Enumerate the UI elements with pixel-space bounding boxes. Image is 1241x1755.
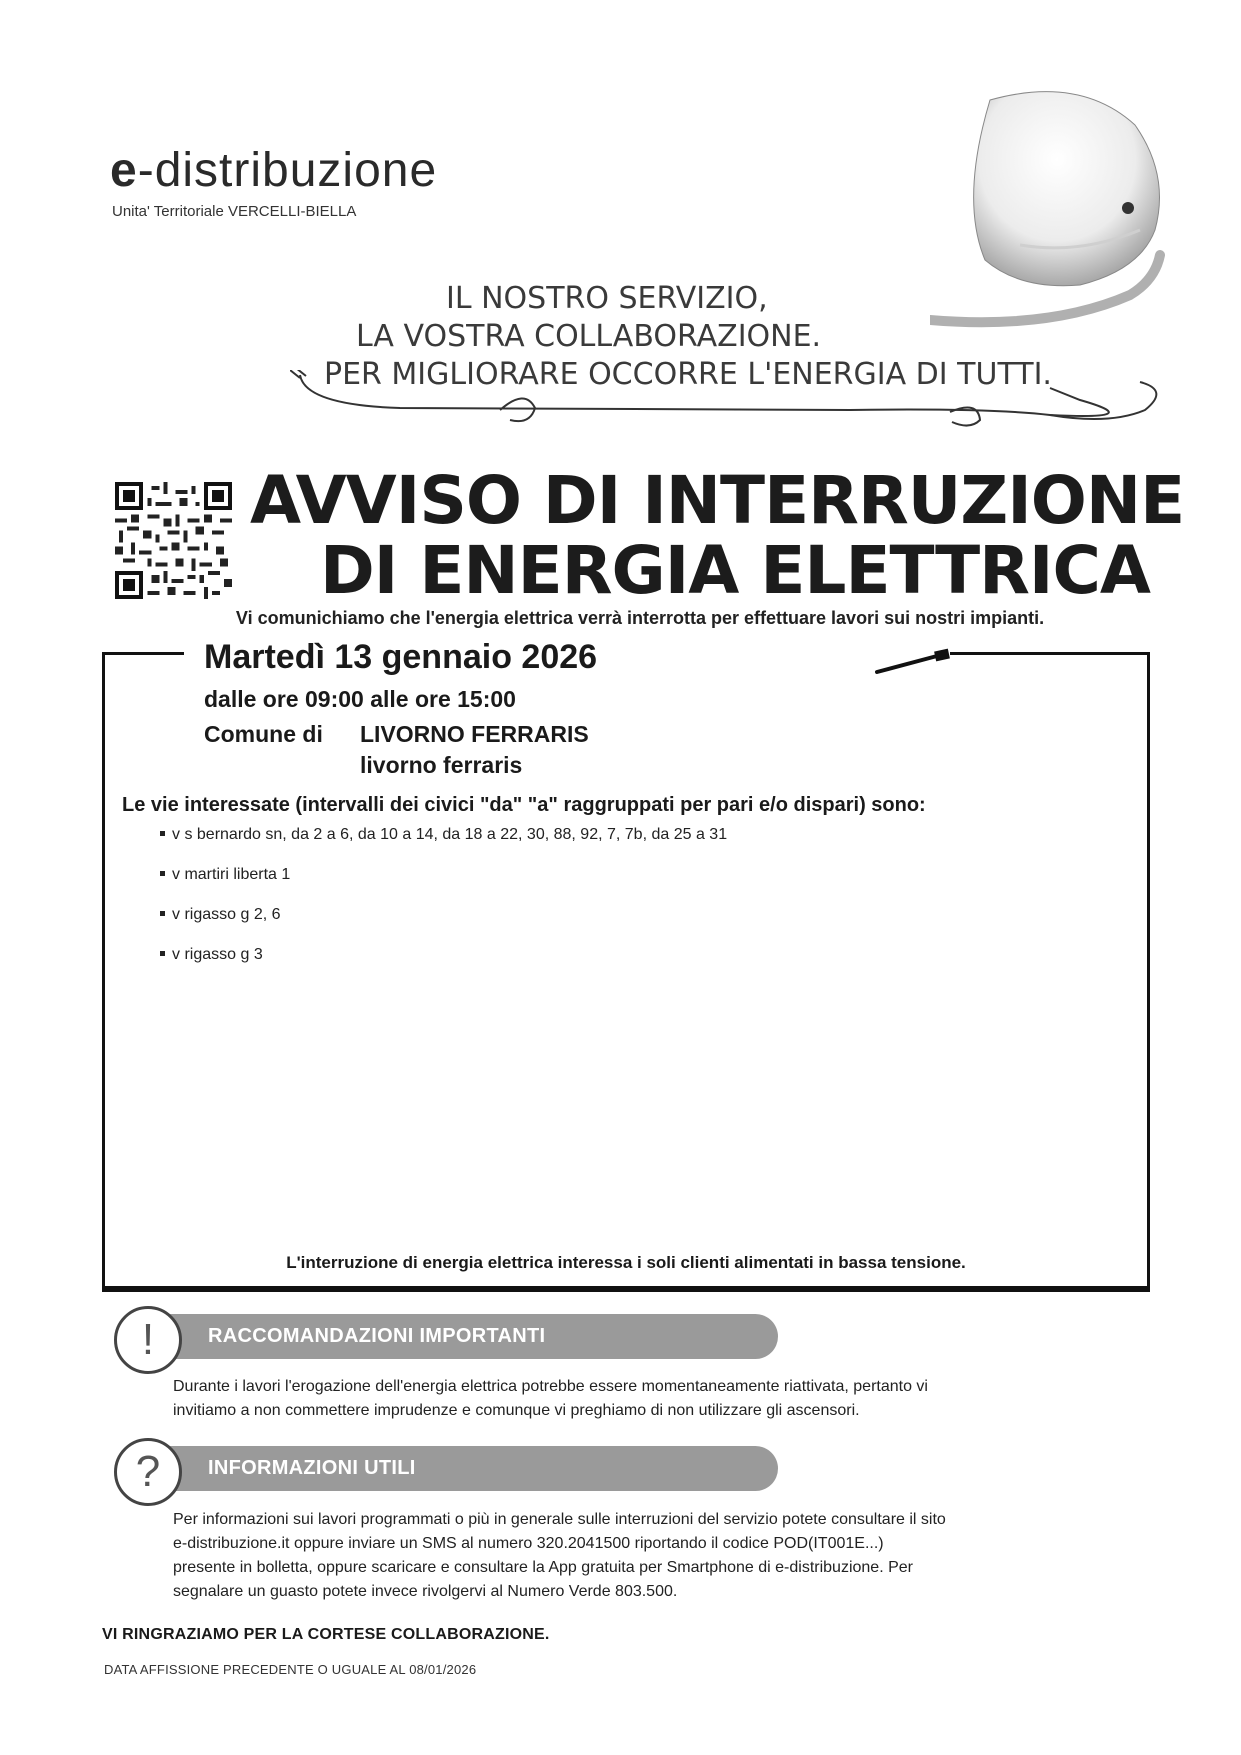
street-text: v s bernardo sn, da 2 a 6, da 10 a 14, da 18 a 22, 30, 88, 92, 7, 7b, da 25 a 31 (172, 826, 728, 843)
thanks-line: VI RINGRAZIAMO PER LA CORTESE COLLABORAZIONE. (102, 1626, 550, 1643)
plug-icon (875, 646, 955, 676)
slogan-line-2: LA VOSTRA COLLABORAZIONE. (356, 319, 822, 354)
exclamation-icon: ! (114, 1306, 182, 1374)
streets-list (160, 826, 727, 986)
list-item (160, 866, 727, 906)
streets-header: Le vie interessate (intervalli dei civici "da" "a" raggruppati per pari e/o dispari) sono: (122, 794, 926, 816)
recommendations-header: RACCOMANDAZIONI IMPORTANTI (170, 1314, 778, 1359)
comune-name: LIVORNO FERRARIS (360, 721, 589, 747)
info-text (173, 1508, 1093, 1604)
qr-code (115, 482, 232, 599)
info-header: INFORMAZIONI UTILI (170, 1446, 778, 1491)
cable-decoration (290, 370, 1190, 460)
logo-text: -distribuzione (137, 144, 438, 197)
info-line-1: Per informazioni sui lavori programmati o più in generale sulle interruzioni del servizio potete consultare il sito (173, 1511, 946, 1528)
bullet-icon (160, 831, 165, 836)
slogan-line-3: PER MIGLIORARE OCCORRE L'ENERGIA DI TUTTI. (324, 357, 1052, 392)
recommendations-text (173, 1375, 1073, 1423)
frazione-name: livorno ferraris (360, 752, 523, 778)
info-line-4: segnalare un guasto potete invece rivolgervi al Numero Verde 803.500. (173, 1583, 678, 1600)
notice-title-line-2: DI ENERGIA ELETTRICA (320, 532, 1151, 609)
info-line-3: presente in bolletta, oppure scaricare e consultare la App gratuita per Smartphone di e-distribuzione. Per (173, 1559, 913, 1576)
street-text: v rigasso g 3 (172, 946, 263, 963)
logo-e-mark: e (110, 144, 138, 197)
info-line-2: e-distribuzione.it oppure inviare un SMS al numero 320.2041500 riportando il codice POD(IT001E...) (173, 1535, 884, 1552)
territorial-unit: Unita' Territoriale VERCELLI-BIELLA (112, 203, 357, 220)
list-item (160, 906, 727, 946)
notice-subtitle: Vi comunichiamo che l'energia elettrica verrà interrotta per effettuare lavori sui nostri impianti. (235, 608, 1045, 628)
street-text: v martiri liberta 1 (172, 866, 291, 883)
question-icon: ? (114, 1438, 182, 1506)
notice-title (250, 462, 1200, 609)
box-top-border-right (950, 652, 1150, 655)
comune-label: Comune di (204, 721, 323, 747)
box-top-border-left (102, 652, 184, 655)
interruption-hours: dalle ore 09:00 alle ore 15:00 (204, 686, 516, 712)
recommendations-line-1: Durante i lavori l'erogazione dell'energia elettrica potrebbe essere momentaneamente riattivata, pertanto vi (173, 1378, 928, 1395)
bullet-icon (160, 871, 165, 876)
interruption-date: Martedì 13 gennaio 2026 (204, 638, 598, 676)
list-item (160, 826, 727, 866)
company-logo (110, 143, 437, 198)
notice-title-line-1: AVVISO DI INTERRUZIONE (250, 462, 1185, 539)
bullet-icon (160, 911, 165, 916)
list-item (160, 946, 727, 986)
street-text: v rigasso g 2, 6 (172, 906, 281, 923)
recommendations-line-2: invitiamo a non commettere imprudenze e comunque vi preghiamo di non utilizzare gli ascensori. (173, 1402, 860, 1419)
bullet-icon (160, 951, 165, 956)
slogan-line-1: IL NOSTRO SERVIZIO, (446, 281, 768, 316)
low-voltage-note: L'interruzione di energia elettrica interessa i soli clienti alimentati in bassa tensione. (286, 1253, 966, 1272)
affix-date: DATA AFFISSIONE PRECEDENTE O UGUALE AL 08/01/2026 (104, 1662, 477, 1677)
